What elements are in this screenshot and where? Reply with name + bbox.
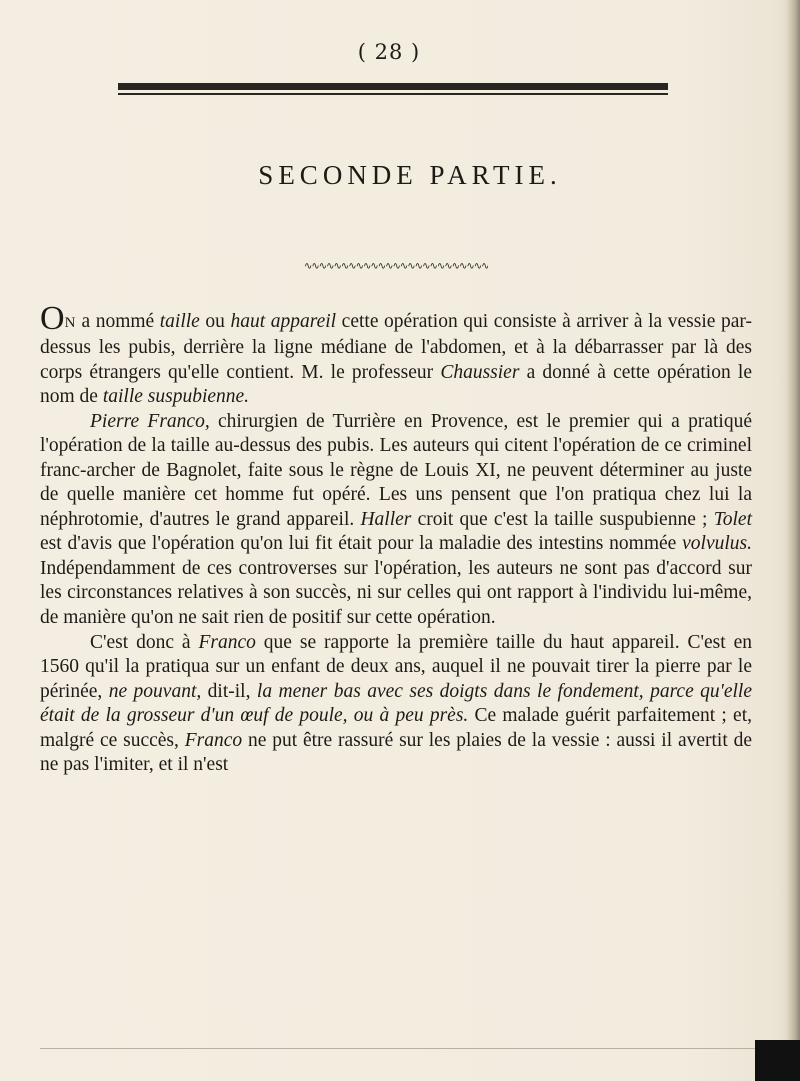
italic-term: haut appareil [230,311,337,332]
text-span: est d'avis que l'opération qu'on lui fit était pour la maladie des intestins nommée [40,533,683,555]
text-span: ou [199,311,231,332]
paragraph-1 [40,302,752,410]
italic-name: Tolet [713,508,752,530]
paragraph-2 [40,410,752,631]
italic-name: Haller [360,508,412,530]
drop-cap: O [40,300,65,337]
italic-quote: ne pouvant, [108,680,202,702]
text-span: croit que c'est la taille suspubienne ; [411,508,714,530]
text-span: cette opération qui consiste à arriver à la vessie par-dessus les pubis, derrière la ligne médiane de l'abdomen, et à la débarrasser par là des corps étrangers qu'elle contient. M. le professeur [40,311,753,383]
ornament-divider: ∿∿∿∿∿∿∿∿∿∿∿∿∿∿∿∿∿∿∿∿∿∿∿∿∿ [304,262,488,272]
text-span: chirurgien de Turrière en Provence, est le premier qui a pratiqué l'opération de la taille au-dessus des pubis. Les auteurs qui citent l'opération de ce criminel franc-archer de Bagnolet, faite sous le règne de Louis XI, ne peuvent déterminer au juste de quelle manière cet homme fut opéré. Les uns pensent que l'on pratiqua chez lui la néphrotomie, d'autres le grand appareil. [40,410,752,530]
text-span: dit-il, [201,680,257,702]
text-span: que se rapporte la première taille du haut appareil. C'est en 1560 qu'il la pratiqua sur un enfant de deux ans, auquel il ne pouvait tirer la pierre par le périnée, [40,631,752,702]
body-text [40,302,752,778]
section-title: SECONDE PARTIE. [258,160,562,190]
bottom-edge-line [40,1048,780,1049]
italic-term: volvulus. [682,533,752,555]
italic-quote: la mener bas avec ses doigts dans le fondement, parce qu'elle était de la grosseur d'un œuf de poule, ou à peu près. [40,680,752,727]
small-caps: N [64,315,76,331]
italic-name: Pierre Franco, [90,410,210,432]
italic-name: Chaussier [440,361,520,383]
text-span: a nommé [75,311,160,332]
paragraph-3 [40,631,752,778]
text-span: a donné à cette opération le nom de [40,361,752,408]
text-span: Indépendamment de ces controverses sur l'opération, les auteurs ne sont pas d'accord sur les circonstances relatives à son succès, ni sur celles qui ont rapport à l'individu lui-même, de manière qu'on ne sait rien de positif sur cette opération. [40,557,752,629]
text-span: C'est donc à [90,631,199,653]
page-spine-edge [786,0,800,1081]
italic-name: Franco [184,729,243,751]
corner-shadow [755,1040,800,1081]
header-rule-thin [118,93,668,95]
text-span: ne put être rassuré sur les plaies de la vessie : aussi il avertit de ne pas l'imiter, et il n'est [40,729,752,776]
italic-term: taille [159,311,200,332]
italic-name: Franco [198,631,256,653]
text-span: Ce malade guérit parfaitement ; et, malgré ce succès, [40,705,753,751]
header-rule-thick [118,83,668,90]
page-number: ( 28 ) [357,40,421,64]
italic-term: taille suspubienne. [102,386,250,408]
